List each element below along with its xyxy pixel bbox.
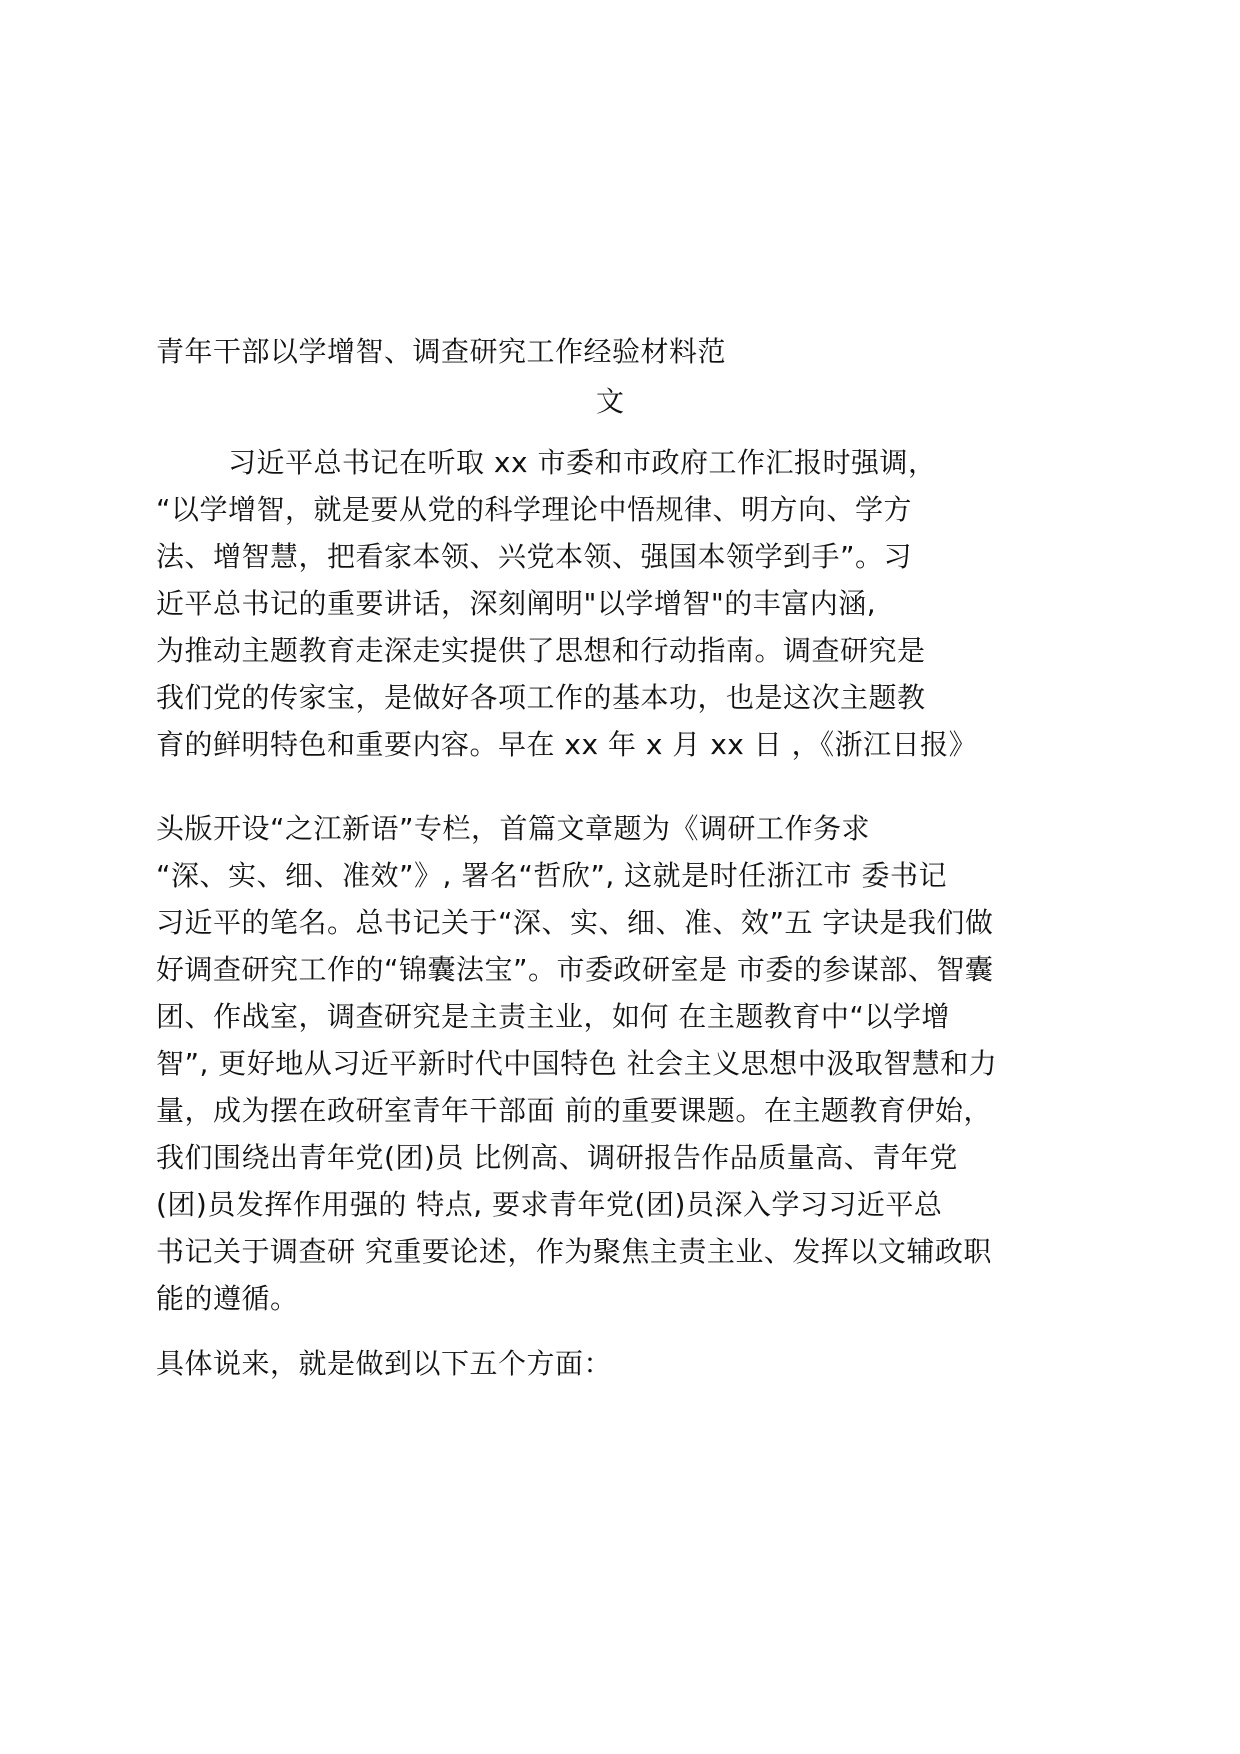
paragraph-2-line: 我们围绕出青年党(团)员 比例高、调研报告作品质量高、青年党 — [156, 1141, 958, 1174]
paragraph-2-line: 能的遵循。 — [156, 1282, 299, 1315]
paragraph-1-line: 为推动主题教育走深走实提供了思想和行动指南。调查研究是 — [156, 634, 926, 667]
paragraph-2-line: 好调查研究工作的“锦囊法宝”。市委政研室是 市委的参谋部、智囊 — [156, 953, 994, 986]
paragraph-1-line: 习近平总书记在听取 xx 市委和市政府工作汇报时强调， — [228, 446, 937, 479]
paragraph-2-line: “深、实、细、准效”》, 署名“哲欣”, 这就是时任浙江市 委书记 — [156, 859, 948, 892]
document-title-line-1: 青年干部以学增智、调查研究工作经验材料范 — [156, 335, 727, 368]
paragraph-2-line: 团、作战室，调查研究是主责主业，如何 在主题教育中“以学增 — [156, 1000, 950, 1033]
paragraph-2-line: 头版开设“之江新语”专栏，首篇文章题为《调研工作务求 — [156, 812, 871, 845]
paragraph-2-line: 量，成为摆在政研室青年干部面 前的重要课题。在主题教育伊始， — [156, 1094, 992, 1127]
paragraph-1-line: 近平总书记的重要讲话，深刻阐明"以学增智"的丰富内涵, — [156, 587, 877, 620]
document-title-line-2: 文 — [596, 385, 625, 418]
paragraph-1-line: 法、增智慧，把看家本领、兴党本领、强国本领学到手”。习 — [156, 540, 913, 573]
paragraph-1-line: 育的鲜明特色和重要内容。早在 xx 年 x 月 xx 日 ，《浙江日报》 — [156, 728, 978, 761]
paragraph-3: 具体说来，就是做到以下五个方面： — [156, 1347, 613, 1380]
paragraph-2-line: 书记关于调查研 究重要论述，作为聚焦主责主业、发挥以文辅政职 — [156, 1235, 992, 1268]
paragraph-2-line: 智”, 更好地从习近平新时代中国特色 社会主义思想中汲取智慧和力 — [156, 1047, 998, 1080]
paragraph-1-line: 我们党的传家宝，是做好各项工作的基本功，也是这次主题教 — [156, 681, 926, 714]
paragraph-2-line: 习近平的笔名。总书记关于“深、实、细、准、效”五 字诀是我们做 — [156, 906, 994, 939]
paragraph-1-line: “以学增智，就是要从党的科学理论中悟规律、明方向、学方 — [156, 493, 913, 526]
paragraph-2-line: (团)员发挥作用强的 特点, 要求青年党(团)员深入学习习近平总 — [156, 1188, 943, 1221]
